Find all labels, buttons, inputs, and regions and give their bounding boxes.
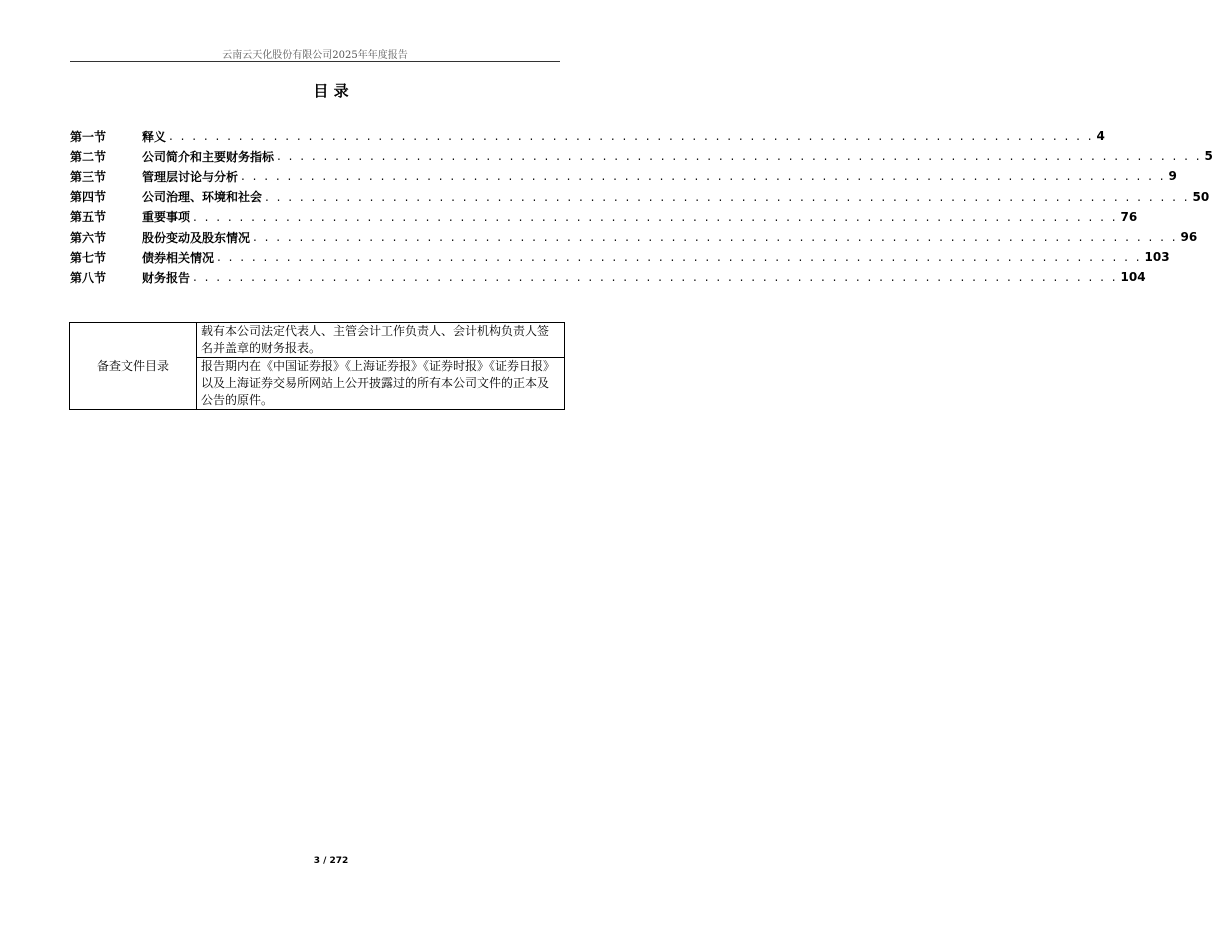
reference-document-item: 载有本公司法定代表人、主管会计工作负责人、会计机构负责人签名并盖章的财务报表。 [197, 323, 565, 358]
toc-page-number: 4 [1096, 129, 1105, 144]
toc-page-number: 104 [1120, 270, 1146, 285]
toc-page-number: 76 [1120, 209, 1138, 224]
toc-page-number: 50 [1192, 189, 1210, 204]
toc-section-title: 公司治理、环境和社会 [142, 190, 263, 205]
toc-page-number: 5 [1204, 149, 1213, 164]
toc-entry-7[interactable] [70, 247, 1170, 267]
page-header: 云南云天化股份有限公司2025年年度报告 [222, 50, 408, 61]
toc-section-title: 公司简介和主要财务指标 [142, 149, 275, 164]
toc-page-number: 103 [1144, 250, 1170, 265]
toc-leader-dots: . . . . . . . . . . . . . . . . . . . . . . . . . . . . . . . . . . . . . . . . . . . . . . . . . . . . . . . . . . . . . . . . . . . . . . . . . . . . . . . . [241, 169, 1166, 184]
toc-section-number: 第三节 [70, 169, 107, 184]
toc-section-title: 债券相关情况 [142, 250, 215, 265]
toc-leader-dots: . . . . . . . . . . . . . . . . . . . . . . . . . . . . . . . . . . . . . . . . . . . . . . . . . . . . . . . . . . . . . . . . . . . . . . . . . . . . . . . . [265, 189, 1190, 204]
toc-page-number: 96 [1180, 230, 1198, 245]
toc-section-number: 第七节 [70, 250, 107, 265]
toc-section-title: 释义 [142, 129, 167, 144]
toc-leader-dots: . . . . . . . . . . . . . . . . . . . . . . . . . . . . . . . . . . . . . . . . . . . . . . . . . . . . . . . . . . . . . . . . . . . . . . . . . . . . . . . . [193, 209, 1118, 224]
reference-document-item: 报告期内在《中国证券报》《上海证券报》《证券时报》《证券日报》以及上海证券交易所网站上公开披露过的所有本公司文件的正本及公告的原件。 [197, 358, 565, 410]
toc-section-number: 第六节 [70, 230, 107, 245]
toc-leader-dots: . . . . . . . . . . . . . . . . . . . . . . . . . . . . . . . . . . . . . . . . . . . . . . . . . . . . . . . . . . . . . . . . . . . . . . . . . . . . . . . . [277, 149, 1202, 164]
page-title: 目 录 [313, 82, 349, 100]
toc-entry-5[interactable] [70, 207, 1138, 227]
toc-leader-dots: . . . . . . . . . . . . . . . . . . . . . . . . . . . . . . . . . . . . . . . . . . . . . . . . . . . . . . . . . . . . . . . . . . . . . . . . . . . . . . . . [193, 270, 1118, 285]
reference-documents-label: 备查文件目录 [70, 323, 197, 410]
table-of-contents [70, 126, 1213, 288]
header-divider [70, 61, 560, 62]
toc-section-number: 第五节 [70, 210, 107, 225]
toc-entry-8[interactable] [70, 267, 1146, 287]
toc-leader-dots: . . . . . . . . . . . . . . . . . . . . . . . . . . . . . . . . . . . . . . . . . . . . . . . . . . . . . . . . . . . . . . . . . . . . . . . . . . . . . . . . [217, 250, 1142, 265]
toc-entry-3[interactable] [70, 166, 1177, 186]
toc-entry-6[interactable] [70, 227, 1198, 247]
toc-section-number: 第四节 [70, 190, 107, 205]
toc-section-title: 财务报告 [142, 270, 191, 285]
page-number-indicator: 3 / 272 [313, 856, 349, 866]
toc-entry-1[interactable] [70, 126, 1105, 146]
toc-section-number: 第一节 [70, 129, 107, 144]
toc-leader-dots: . . . . . . . . . . . . . . . . . . . . . . . . . . . . . . . . . . . . . . . . . . . . . . . . . . . . . . . . . . . . . . . . . . . . . . . . . . . . . . . . [169, 129, 1094, 144]
toc-section-title: 重要事项 [142, 210, 191, 225]
toc-section-title: 管理层讨论与分析 [142, 169, 239, 184]
toc-page-number: 9 [1168, 169, 1177, 184]
table-row [70, 323, 565, 358]
reference-documents-table [69, 322, 565, 410]
toc-entry-4[interactable] [70, 187, 1210, 207]
toc-section-number: 第八节 [70, 270, 107, 285]
toc-section-number: 第二节 [70, 149, 107, 164]
toc-leader-dots: . . . . . . . . . . . . . . . . . . . . . . . . . . . . . . . . . . . . . . . . . . . . . . . . . . . . . . . . . . . . . . . . . . . . . . . . . . . . . . . . [253, 230, 1178, 245]
toc-entry-2[interactable] [70, 146, 1213, 166]
toc-section-title: 股份变动及股东情况 [142, 230, 251, 245]
